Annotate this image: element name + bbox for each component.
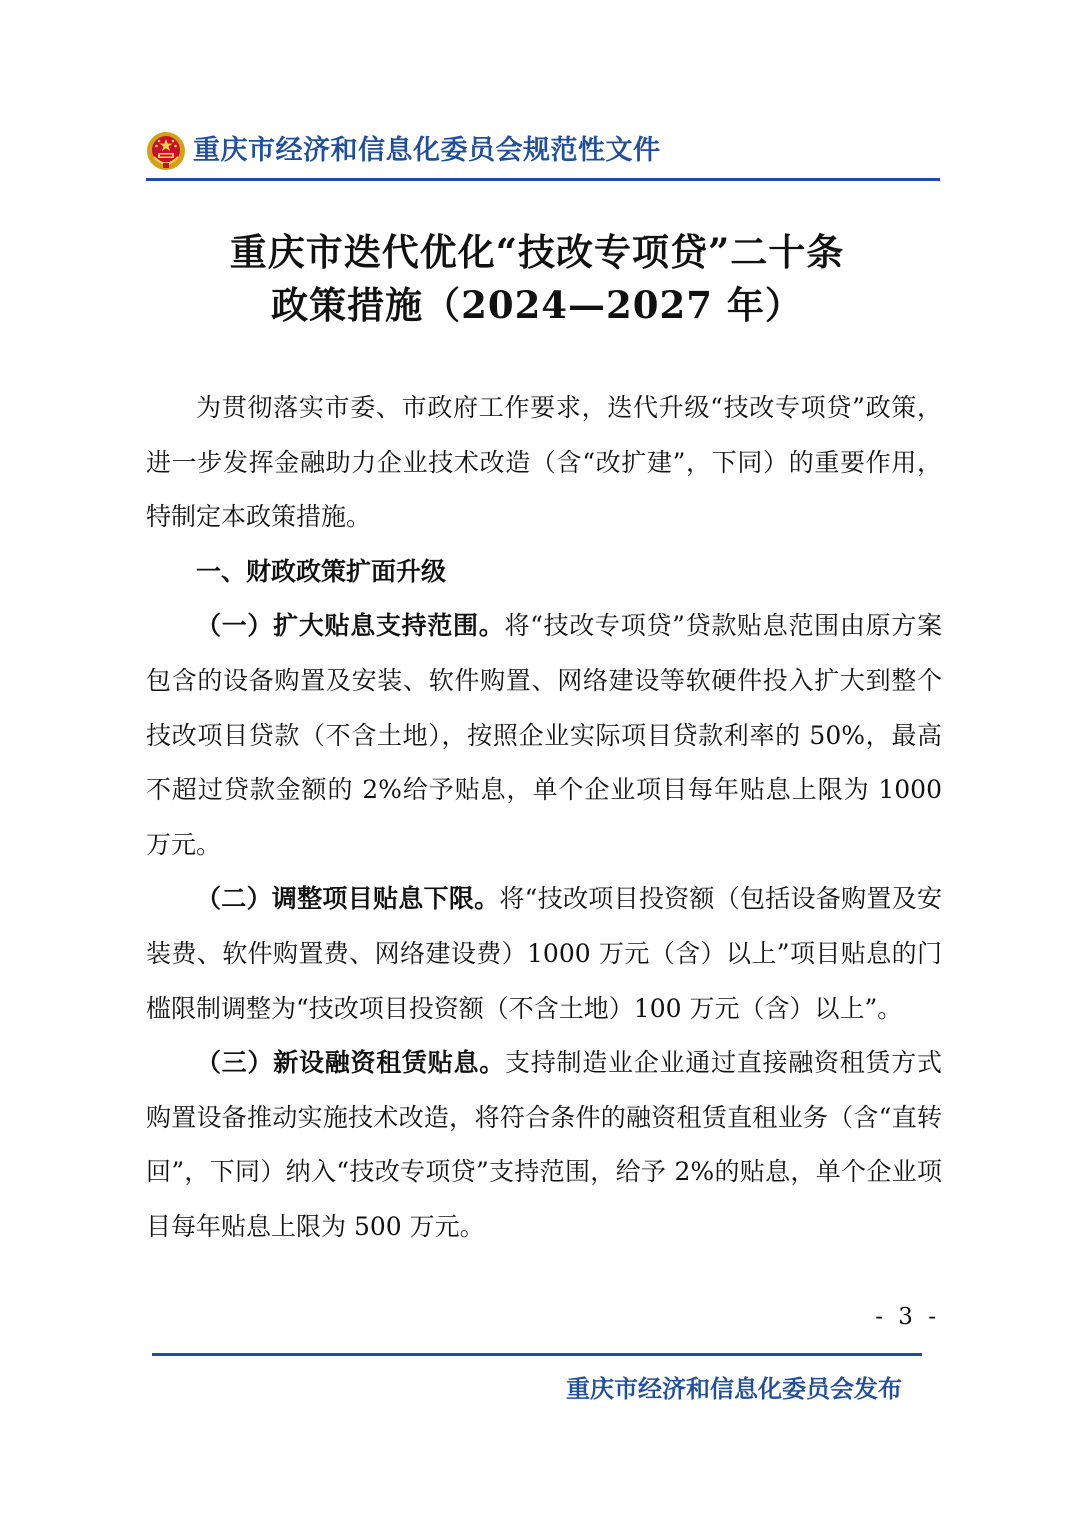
national-emblem-icon	[146, 131, 186, 171]
intro-paragraph: 为贯彻落实市委、市政府工作要求，迭代升级“技改专项贷”政策，进一步发挥金融助力企业技术改造（含“改扩建”，下同）的重要作用，特制定本政策措施。	[146, 393, 942, 532]
footer-publisher: 重庆市经济和信息化委员会发布	[566, 1375, 902, 1403]
item-text: 将“技改专项贷”贷款贴息范围由原方案包含的设备购置及安装、软件购置、网络建设等软硬件投入扩大到整个技改项目贷款（不含土地），按照企业实际项目贷款利率的 50%，最高不超过贷款金额的 2%给予贴息，单个企业项目每年贴息上限为 1000 万元。	[146, 611, 942, 859]
item-text: 支持制造业企业通过直接融资租赁方式购置设备推动实施技术改造，将符合条件的融资租赁直租业务（含“直转回”，下同）纳入“技改专项贷”支持范围，给予 2%的贴息，单个企业项目每年贴息上限为 500 万元。	[146, 1048, 942, 1241]
paragraph-item-1	[146, 599, 942, 872]
section-heading: 一、财政政策扩面升级	[196, 556, 447, 586]
document-header	[146, 128, 940, 182]
item-lead: （一）扩大贴息支持范围。	[196, 611, 505, 641]
document-body	[146, 381, 942, 1255]
paragraph-item-2	[146, 872, 942, 1036]
page-number: - 3 -	[875, 1304, 940, 1330]
paragraph-item-3	[146, 1036, 942, 1254]
item-lead: （三）新设融资租赁贴息。	[196, 1048, 505, 1078]
title-line-2: 政策措施（2024—2027 年）	[271, 283, 803, 327]
document-title	[100, 226, 974, 332]
item-text: 将“技改项目投资额（包括设备购置及安装费、软件购置费、网络建设费）1000 万元（含）以上”项目贴息的门槛限制调整为“技改项目投资额（不含土地）100 万元（含）以上”。	[146, 884, 942, 1023]
header-divider	[146, 178, 940, 181]
footer-divider	[152, 1353, 922, 1356]
title-line-1: 重庆市迭代优化“技改专项贷”二十条	[229, 230, 845, 274]
item-lead: （二）调整项目贴息下限。	[196, 884, 500, 914]
header-title: 重庆市经济和信息化委员会规范性文件	[193, 135, 661, 166]
